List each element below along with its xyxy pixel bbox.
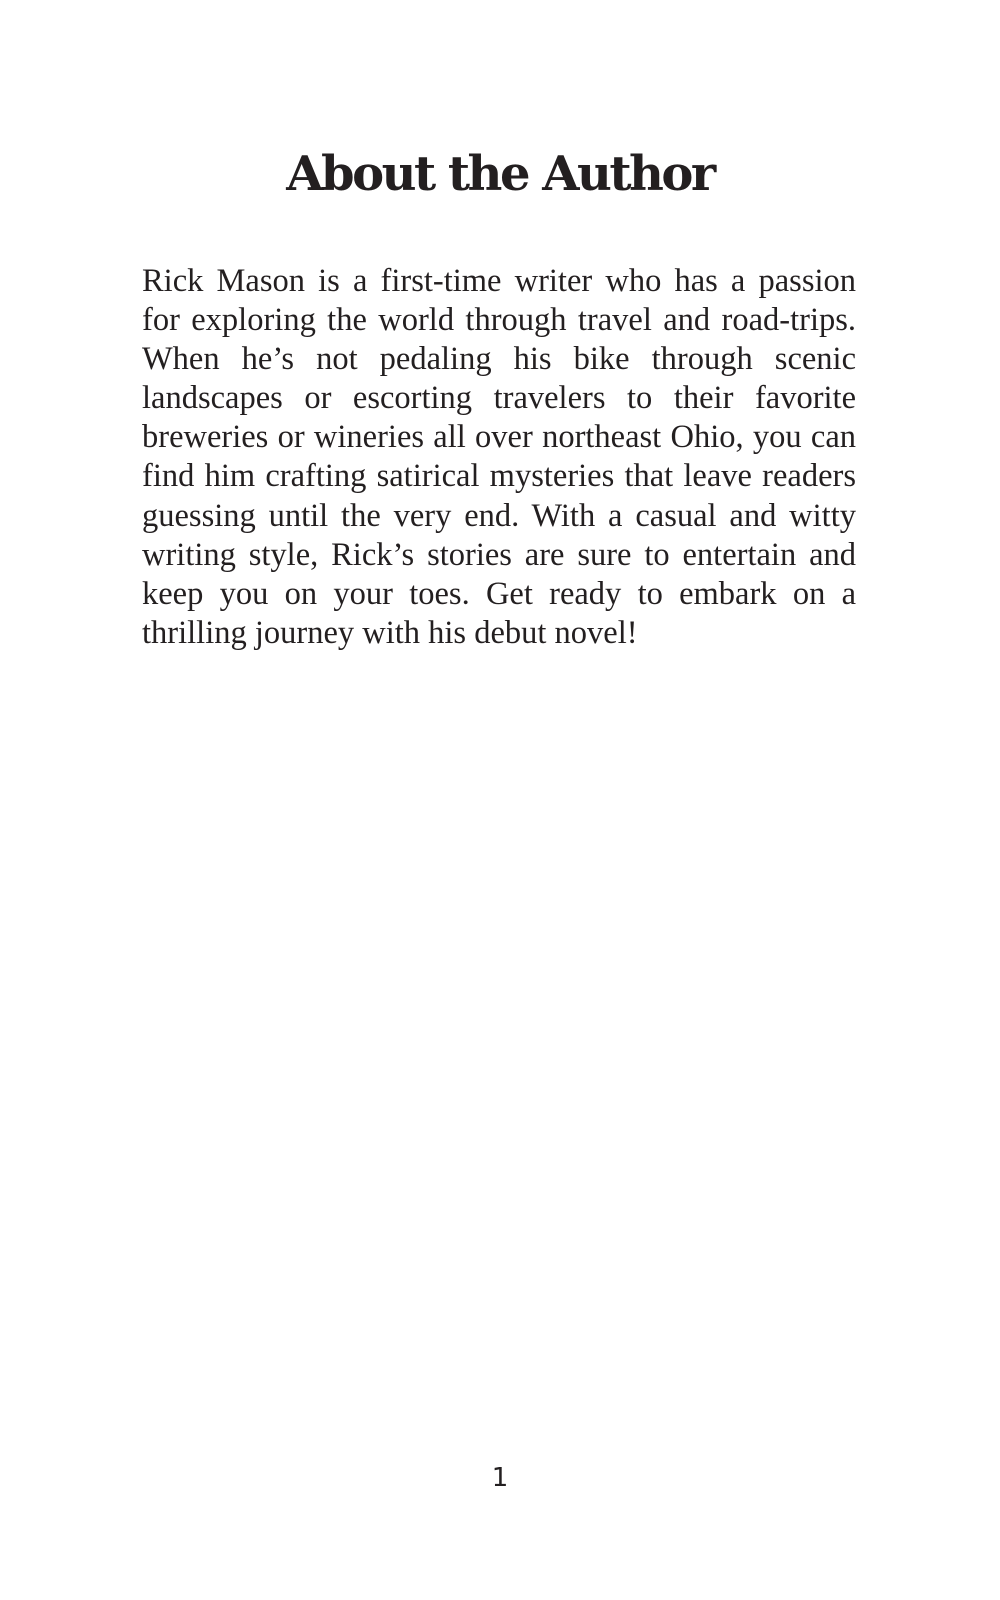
page-number: 1 bbox=[491, 1463, 509, 1493]
bio-line: landscapes or escorting travelers to their favorite bbox=[142, 380, 856, 417]
bio-line: find him crafting satirical mysteries that leave readers bbox=[142, 458, 856, 495]
page-heading: About the Author bbox=[286, 146, 714, 202]
bio-line: writing style, Rick’s stories are sure to entertain and bbox=[142, 536, 856, 573]
bio-line: thrilling journey with his debut novel! bbox=[142, 614, 638, 651]
author-bio bbox=[142, 262, 856, 653]
bio-line: for exploring the world through travel and road-trips. bbox=[142, 302, 856, 339]
bio-line: breweries or wineries all over northeast Ohio, you can bbox=[142, 419, 856, 456]
bio-line: guessing until the very end. With a casual and witty bbox=[142, 497, 856, 534]
bio-line: Rick Mason is a first-time writer who has a passion bbox=[142, 263, 856, 299]
bio-line: When he’s not pedaling his bike through scenic bbox=[142, 341, 856, 378]
bio-line: keep you on your toes. Get ready to embark on a bbox=[142, 575, 856, 612]
